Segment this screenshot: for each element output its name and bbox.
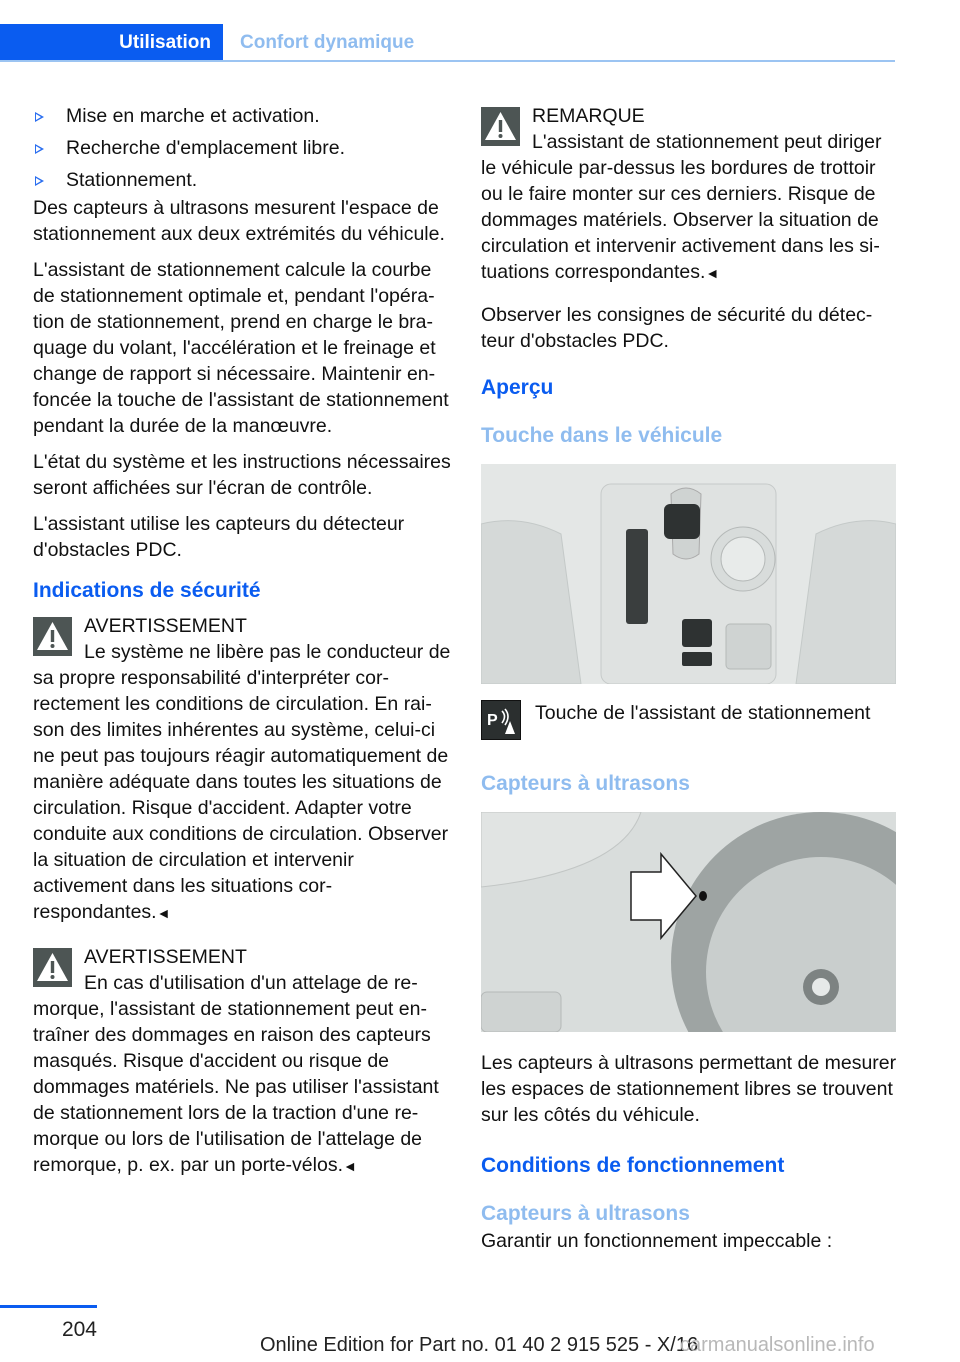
triangle-bullet-icon [35, 176, 44, 186]
ultrasonic-sensor-illustration [481, 812, 896, 1032]
subheading-sensors-conditions: Capteurs à ultrasons [481, 1202, 690, 1225]
warning-text: Le système ne libère pas le conducteur de sa propre responsabilité d'interpréter correctement les conditions de circulation. En raison des limites inhérentes au système, celui-ci ne peut pas toujours réagir automatiquement de manière adéquate dans toutes les situations de circulation. Risque d'accident. Adapter votre conduite aux conditions de circulation. Observer la situation de circulation et intervenir activement dans les situations correspondantes. [33, 641, 451, 923]
list-item-text: Stationnement. [66, 169, 198, 191]
warning-block [33, 944, 453, 1179]
paragraph: Garantir un fonctionnement impeccable : [481, 1230, 833, 1252]
warning-triangle-icon [33, 617, 72, 656]
triangle-bullet-icon [35, 144, 44, 154]
page-header [0, 24, 895, 62]
steps-list [33, 103, 453, 199]
end-mark-icon: ◄ [343, 1158, 357, 1174]
header-rule [0, 60, 895, 62]
list-item-text: Recherche d'emplacement libre. [66, 137, 346, 159]
section-heading-overview: Aperçu [481, 376, 554, 399]
left-column [33, 103, 453, 1179]
warning-title: AVERTISSEMENT [84, 946, 247, 968]
triangle-bullet-icon [35, 112, 44, 122]
section-heading-safety: Indications de sécurité [33, 579, 261, 602]
subheading-button: Touche dans le véhicule [481, 424, 723, 447]
warning-triangle-icon [33, 948, 72, 987]
list-item [33, 135, 453, 167]
center-console-illustration [481, 464, 896, 684]
section-heading-conditions: Conditions de fonctionnement [481, 1154, 785, 1177]
paragraph: Observer les consignes de sécurité du détecteur d'obstacles PDC. [481, 304, 873, 352]
edition-text: Online Edition for Part no. 01 40 2 915 525 - X/16 [260, 1334, 699, 1356]
note-block [481, 103, 899, 286]
note-title: REMARQUE [532, 105, 645, 127]
right-column [481, 103, 899, 1264]
note-text: L'assistant de stationnement peut diriger le véhicule par-dessus les bordures de trottoir ou le faire monter sur ces derniers. Risque de dommages matériels. Observer la situation de circulation et intervenir activement dans les situations correspondantes. [481, 131, 882, 283]
paragraph: L'assistant utilise les capteurs du détecteur d'obstacles PDC. [33, 513, 405, 561]
footer-rule [0, 1305, 97, 1308]
list-item [33, 167, 453, 199]
paragraph: Les capteurs à ultrasons permettant de mesurer les espaces de stationnement libres se trouvent sur les côtés du véhicule. [481, 1052, 897, 1126]
tab-utilisation[interactable]: Utilisation [0, 24, 223, 62]
list-item [33, 103, 453, 135]
warning-block [33, 613, 453, 926]
warning-triangle-icon [481, 107, 520, 146]
paragraph: L'assistant de stationnement calcule la courbe de stationnement optimale et, pendant l'opération de stationnement, prend en charge le braquage du volant, l'accélération et le freinage et change de rapport si nécessaire. Maintenir enfoncée la touche de l'assistant de stationnement pendant la durée de la manœuvre. [33, 259, 449, 437]
warning-text: En cas d'utilisation d'un attelage de remorque, l'assistant de stationnement peut entraîner des dommages en raison des capteurs masqués. Risque d'accident ou risque de dommages matériels. Ne pas utiliser l'assistant de stationnement lors de la traction d'une remorque ou lors de l'utilisation de l'attelage de remorque, p. ex. par un porte-vélos. [33, 972, 439, 1176]
subheading-sensors: Capteurs à ultrasons [481, 772, 690, 795]
paragraph: L'état du système et les instructions nécessaires seront affichées sur l'écran de contrôle. [33, 451, 451, 499]
paragraph: Des capteurs à ultrasons mesurent l'espace de stationnement aux deux extrémités du véhicule. [33, 197, 445, 245]
park-assist-button-icon [481, 700, 521, 740]
button-caption: Touche de l'assistant de stationnement [535, 702, 871, 724]
end-mark-icon: ◄ [705, 265, 720, 281]
svg-text:P: P [487, 712, 498, 729]
warning-title: AVERTISSEMENT [84, 615, 247, 637]
button-caption-row [481, 700, 899, 740]
end-mark-icon: ◄ [156, 905, 171, 921]
page-number: 204 [61, 1318, 97, 1341]
tab-confort-dynamique[interactable]: Confort dynamique [240, 32, 415, 53]
watermark: carmanualsonline.info [680, 1334, 875, 1356]
list-item-text: Mise en marche et activation. [66, 105, 320, 127]
